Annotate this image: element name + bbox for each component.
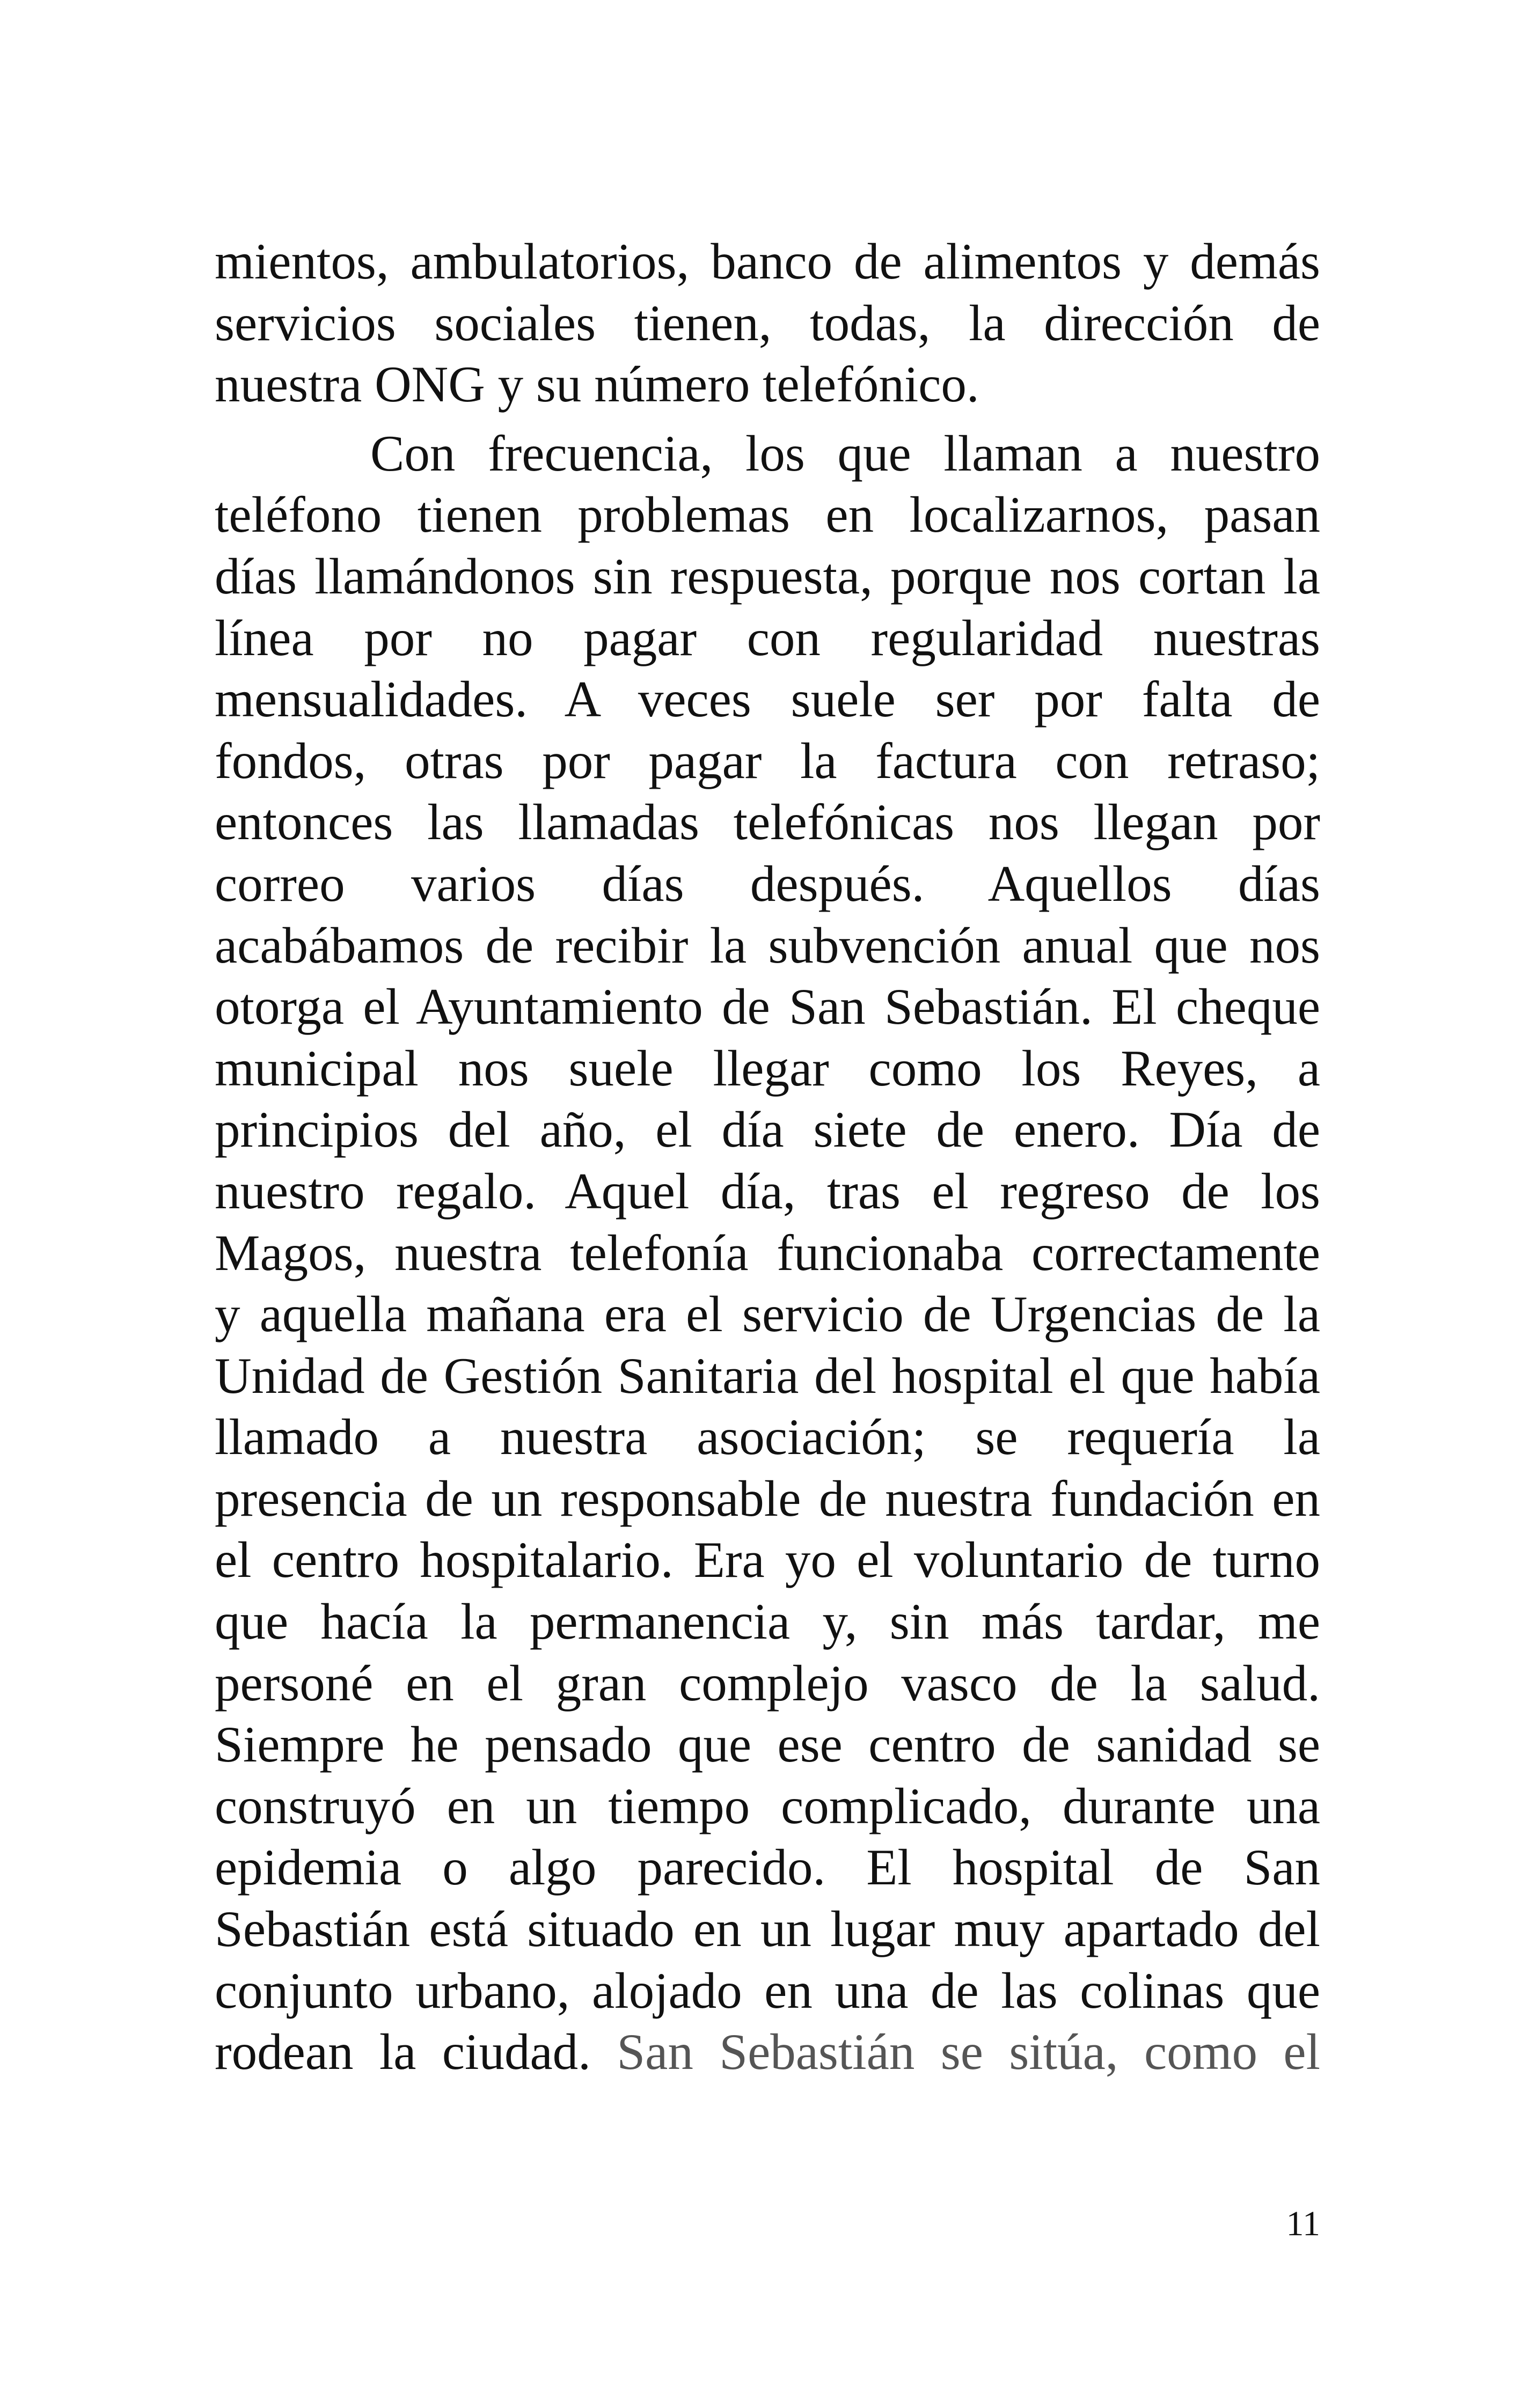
page-number: 11 [1286, 2204, 1320, 2243]
text-line: correo varios días después. Aquellos días [215, 855, 1320, 912]
text-line: otorga el Ayuntamiento de San Sebastián. El cheque [215, 978, 1320, 1036]
text-line: días llamándonos sin respuesta, porque nos cortan la [215, 547, 1320, 605]
text-line: municipal nos suele llegar como los Reyes, a [215, 1039, 1320, 1097]
text-line: Con frecuencia, los que llaman a nuestro [370, 424, 1320, 482]
text-line: línea por no pagar con regularidad nuestras [215, 609, 1320, 666]
paragraph-1 [215, 231, 1320, 415]
text-line: el centro hospitalario. Era yo el voluntario de turno [215, 1531, 1320, 1589]
text-line: conjunto urbano, alojado en una de las colinas que [215, 1962, 1320, 2019]
paragraph-2 [215, 423, 1320, 2083]
text-line: servicios sociales tienen, todas, la dirección de [215, 294, 1320, 351]
text-line: epidemia o algo parecido. El hospital de San [215, 1839, 1320, 1896]
text-line [215, 2021, 1320, 2083]
text-line: personé en el gran complejo vasco de la salud. [215, 1654, 1320, 1712]
body-text [215, 231, 1320, 2083]
text-segment-lighter: San Sebastián se sitúa, como el [617, 2023, 1320, 2081]
text-line: llamado a nuestra asociación; se requería la [215, 1408, 1320, 1466]
text-line: Magos, nuestra telefonía funcionaba correctamente [215, 1224, 1320, 1281]
text-line: construyó en un tiempo complicado, durante una [215, 1777, 1320, 1834]
text-line: presencia de un responsable de nuestra fundación en [215, 1470, 1320, 1527]
text-line: mientos, ambulatorios, banco de alimentos y demás [215, 233, 1320, 290]
text-line: Sebastián está situado en un lugar muy apartado del [215, 1900, 1320, 1958]
paragraph-gap [215, 415, 1320, 423]
text-line: teléfono tienen problemas en localizarnos, pasan [215, 486, 1320, 544]
text-line: mensualidades. A veces suele ser por falta de [215, 671, 1320, 728]
text-line: que hacía la permanencia y, sin más tardar, me [215, 1593, 1320, 1650]
text-line: nuestro regalo. Aquel día, tras el regreso de los [215, 1162, 1320, 1220]
text-line: entonces las llamadas telefónicas nos llegan por [215, 794, 1320, 851]
text-line: y aquella mañana era el servicio de Urgencias de la [215, 1286, 1320, 1343]
text-line: principios del año, el día siete de enero. Día de [215, 1101, 1320, 1158]
text-segment: rodean la ciudad. [215, 2023, 591, 2081]
text-line: fondos, otras por pagar la factura con retraso; [215, 732, 1320, 789]
text-line: Unidad de Gestión Sanitaria del hospital el que había [215, 1347, 1320, 1404]
text-line: nuestra ONG y su número telefónico. [215, 356, 979, 413]
text-line: Siempre he pensado que ese centro de sanidad se [215, 1716, 1320, 1773]
text-line: acabábamos de recibir la subvención anual que nos [215, 916, 1320, 974]
